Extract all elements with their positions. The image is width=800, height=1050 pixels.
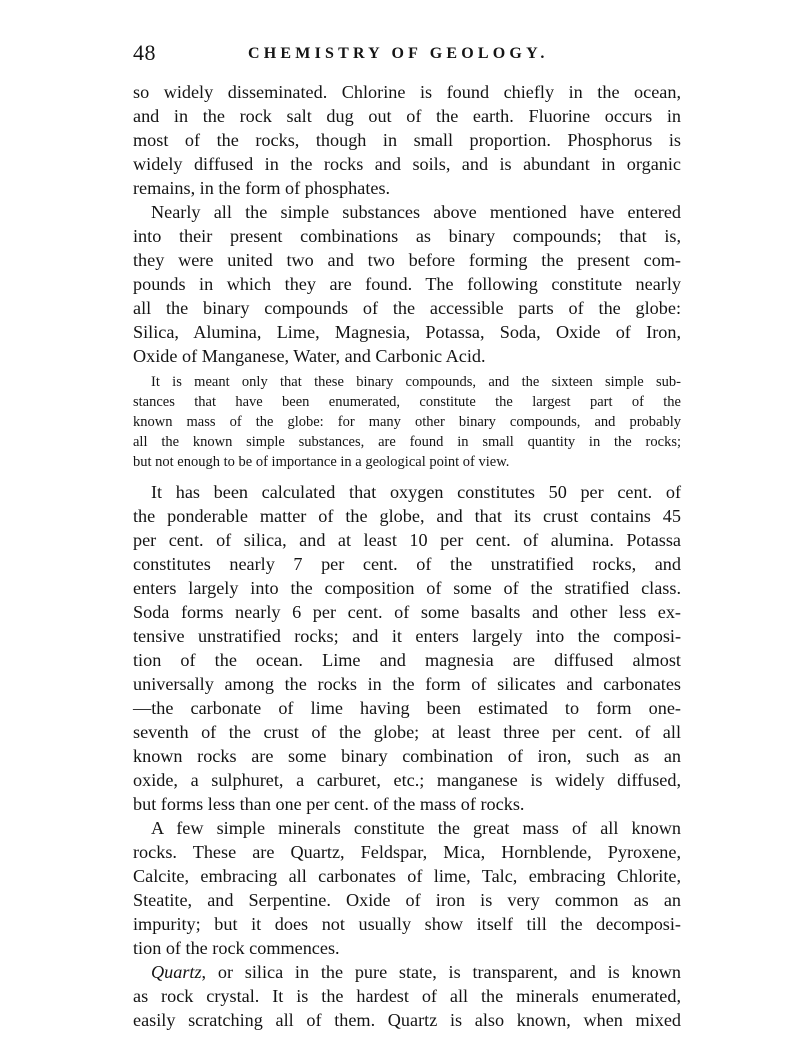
text-line: oxide, a sulphuret, a carburet, etc.; manganese is widely diffused, [133, 770, 681, 790]
italic-term: Quartz [151, 962, 202, 982]
text-line: A few simple minerals constitute the great mass of all known [151, 818, 681, 838]
text-line: impurity; but it does not usually show itself till the decomposi- [133, 914, 681, 934]
text-line [133, 960, 681, 984]
note-line: all the known simple substances, are found in small quantity in the rocks; [133, 434, 681, 450]
text-line: pounds in which they are found. The following constitute nearly [133, 274, 681, 294]
text-line: —the carbonate of lime having been estimated to form one- [133, 698, 681, 718]
text-line: known rocks are some binary combination of iron, such as an [133, 746, 681, 766]
page-header [133, 40, 681, 70]
note-block [133, 372, 681, 472]
text-line: tion of the ocean. Lime and magnesia are diffused almost [133, 650, 681, 670]
text-line: rocks. These are Quartz, Feldspar, Mica, Hornblende, Pyroxene, [133, 842, 681, 862]
text-line: Oxide of Manganese, Water, and Carbonic Acid. [133, 346, 486, 366]
page-number: 48 [133, 40, 156, 65]
text-line: and in the rock salt dug out of the earth. Fluorine occurs in [133, 106, 681, 126]
text-line: remains, in the form of phosphates. [133, 178, 391, 198]
running-head: CHEMISTRY OF GEOLOGY. [248, 45, 549, 62]
text-line: as rock crystal. It is the hardest of all the minerals enumerated, [133, 986, 681, 1006]
text-line: Nearly all the simple substances above mentioned have entered [151, 202, 681, 222]
text-line: widely diffused in the rocks and soils, and is abundant in organic [133, 154, 681, 174]
text-line: It has been calculated that oxygen constitutes 50 per cent. of [151, 482, 681, 502]
text-line: tion of the rock commences. [133, 938, 340, 958]
text-line: Silica, Alumina, Lime, Magnesia, Potassa, Soda, Oxide of Iron, [133, 322, 681, 342]
text-line-continuation: , or silica in the pure state, is transparent, and is known [201, 962, 681, 982]
text-line: per cent. of silica, and at least 10 per cent. of alumina. Potassa [133, 530, 681, 550]
text-line: enters largely into the composition of some of the stratified class. [133, 578, 681, 598]
note-line: It is meant only that these binary compounds, and the sixteen simple sub- [151, 374, 681, 390]
text-line: most of the rocks, though in small proportion. Phosphorus is [133, 130, 681, 150]
text-line: they were united two and two before forming the present com- [133, 250, 681, 270]
text-line: seventh of the crust of the globe; at least three per cent. of all [133, 722, 681, 742]
note-line: stances that have been enumerated, constitute the largest part of the [133, 394, 681, 410]
note-line: known mass of the globe: for many other binary compounds, and probably [133, 414, 681, 430]
text-line: tensive unstratified rocks; and it enters largely into the composi- [133, 626, 681, 646]
text-line: universally among the rocks in the form of silicates and carbonates [133, 674, 681, 694]
note-line: but not enough to be of importance in a geological point of view. [133, 454, 510, 470]
text-line: Steatite, and Serpentine. Oxide of iron is very common as an [133, 890, 681, 910]
page-text [133, 80, 681, 1032]
text-line: Soda forms nearly 6 per cent. of some basalts and other less ex- [133, 602, 681, 622]
text-line: all the binary compounds of the accessible parts of the globe: [133, 298, 681, 318]
text-line: so widely disseminated. Chlorine is found chiefly in the ocean, [133, 82, 681, 102]
text-line: easily scratching all of them. Quartz is also known, when mixed [133, 1010, 681, 1030]
text-line: but forms less than one per cent. of the mass of rocks. [133, 794, 525, 814]
text-line: the ponderable matter of the globe, and that its crust contains 45 [133, 506, 681, 526]
text-line: Calcite, embracing all carbonates of lime, Talc, embracing Chlorite, [133, 866, 681, 886]
text-line: constitutes nearly 7 per cent. of the unstratified rocks, and [133, 554, 681, 574]
text-line: into their present combinations as binary compounds; that is, [133, 226, 681, 246]
